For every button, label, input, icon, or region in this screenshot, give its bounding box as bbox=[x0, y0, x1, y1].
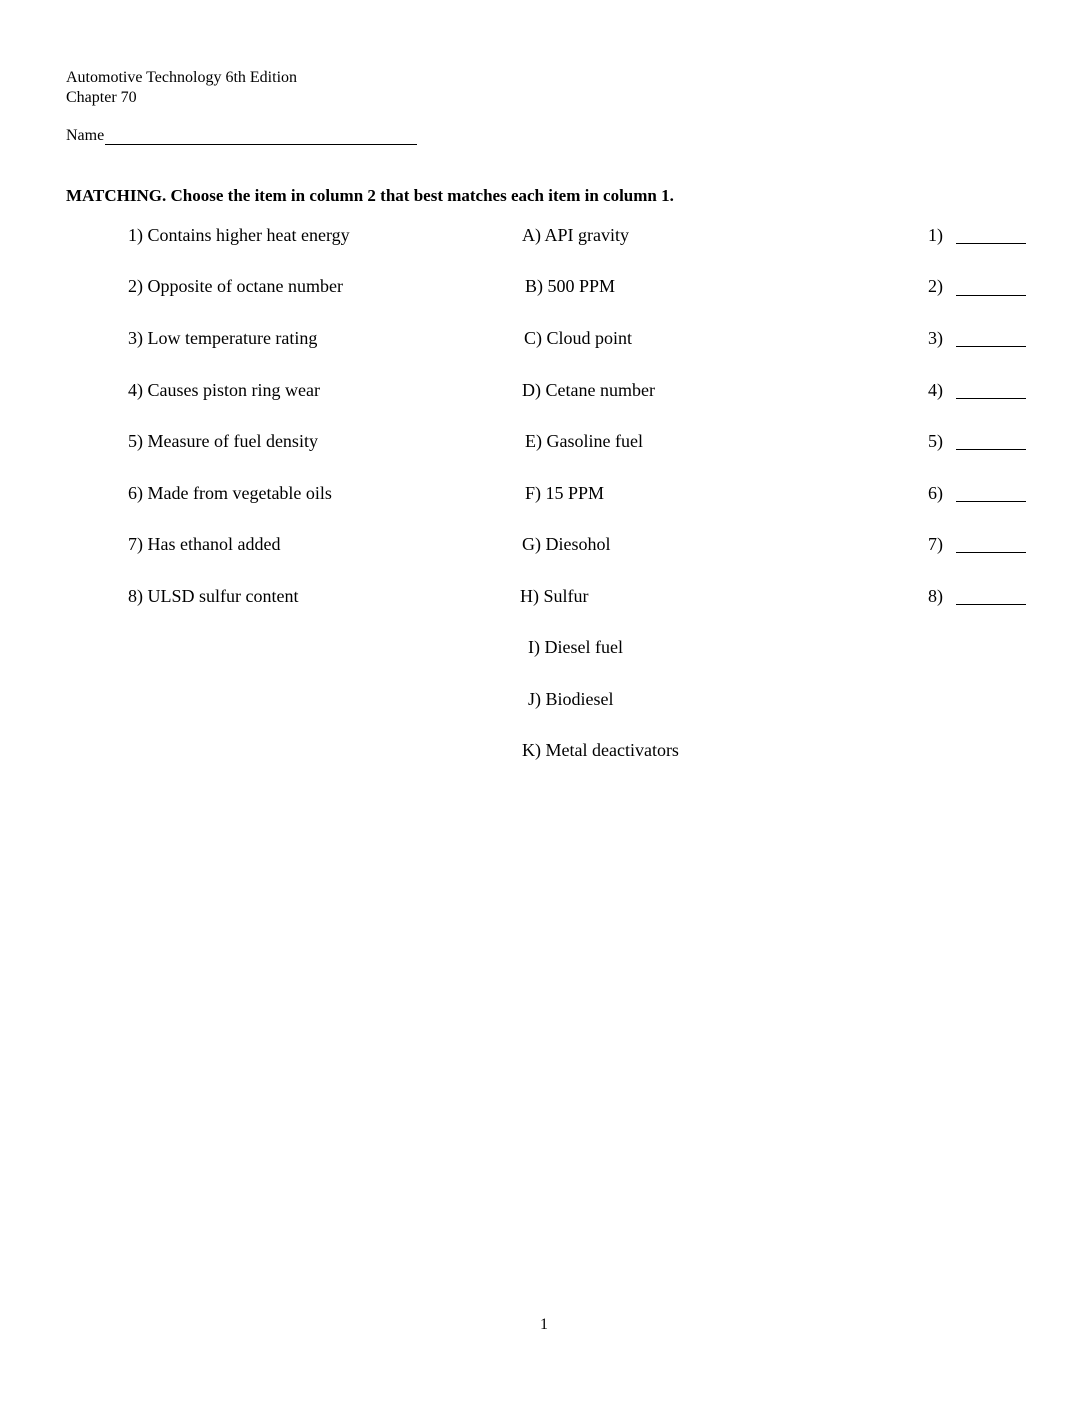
column1-item: 8) ULSD sulfur content bbox=[128, 586, 299, 606]
column1-item: 4) Causes piston ring wear bbox=[128, 380, 320, 400]
answer-blank[interactable] bbox=[956, 295, 1026, 296]
column2-item: F) 15 PPM bbox=[525, 483, 605, 503]
column1-item: 5) Measure of fuel density bbox=[128, 431, 318, 451]
answer-number: 7) bbox=[928, 534, 943, 554]
column1-item: 3) Low temperature rating bbox=[128, 328, 318, 348]
answer-blank[interactable] bbox=[956, 449, 1026, 450]
column2-item: A) API gravity bbox=[522, 225, 629, 245]
answer-blank[interactable] bbox=[956, 604, 1026, 605]
answer-blank[interactable] bbox=[956, 501, 1026, 502]
column2-item: E) Gasoline fuel bbox=[525, 431, 643, 451]
column1-item: 7) Has ethanol added bbox=[128, 534, 281, 554]
column2-item: K) Metal deactivators bbox=[522, 740, 679, 760]
column2-item: C) Cloud point bbox=[524, 328, 633, 348]
answer-number: 1) bbox=[928, 225, 943, 245]
column1-item: 2) Opposite of octane number bbox=[128, 276, 343, 296]
name-label: Name bbox=[66, 127, 105, 144]
column2-item: B) 500 PPM bbox=[525, 276, 616, 296]
name-row bbox=[66, 126, 417, 145]
column2-item: I) Diesel fuel bbox=[528, 637, 623, 657]
answer-blank[interactable] bbox=[956, 398, 1026, 399]
answer-number: 6) bbox=[928, 483, 943, 503]
instructions: MATCHING. Choose the item in column 2 that best matches each item in column 1. bbox=[66, 186, 674, 205]
column2-item: D) Cetane number bbox=[522, 380, 655, 400]
answer-blank[interactable] bbox=[956, 346, 1026, 347]
answer-blank[interactable] bbox=[956, 552, 1026, 553]
column2-item: G) Diesohol bbox=[522, 534, 611, 554]
answer-blank[interactable] bbox=[956, 243, 1026, 244]
chapter-label: Chapter 70 bbox=[66, 89, 137, 106]
column2-item: H) Sulfur bbox=[520, 586, 589, 606]
answer-number: 5) bbox=[928, 431, 943, 451]
column1-item: 1) Contains higher heat energy bbox=[128, 225, 350, 245]
book-title: Automotive Technology 6th Edition bbox=[66, 69, 298, 86]
name-field[interactable] bbox=[105, 127, 417, 145]
column2-item: J) Biodiesel bbox=[528, 689, 614, 709]
answer-number: 3) bbox=[928, 328, 943, 348]
page-number: 1 bbox=[540, 1316, 548, 1333]
answer-number: 4) bbox=[928, 380, 943, 400]
answer-number: 8) bbox=[928, 586, 943, 606]
answer-number: 2) bbox=[928, 276, 943, 296]
column1-item: 6) Made from vegetable oils bbox=[128, 483, 332, 503]
